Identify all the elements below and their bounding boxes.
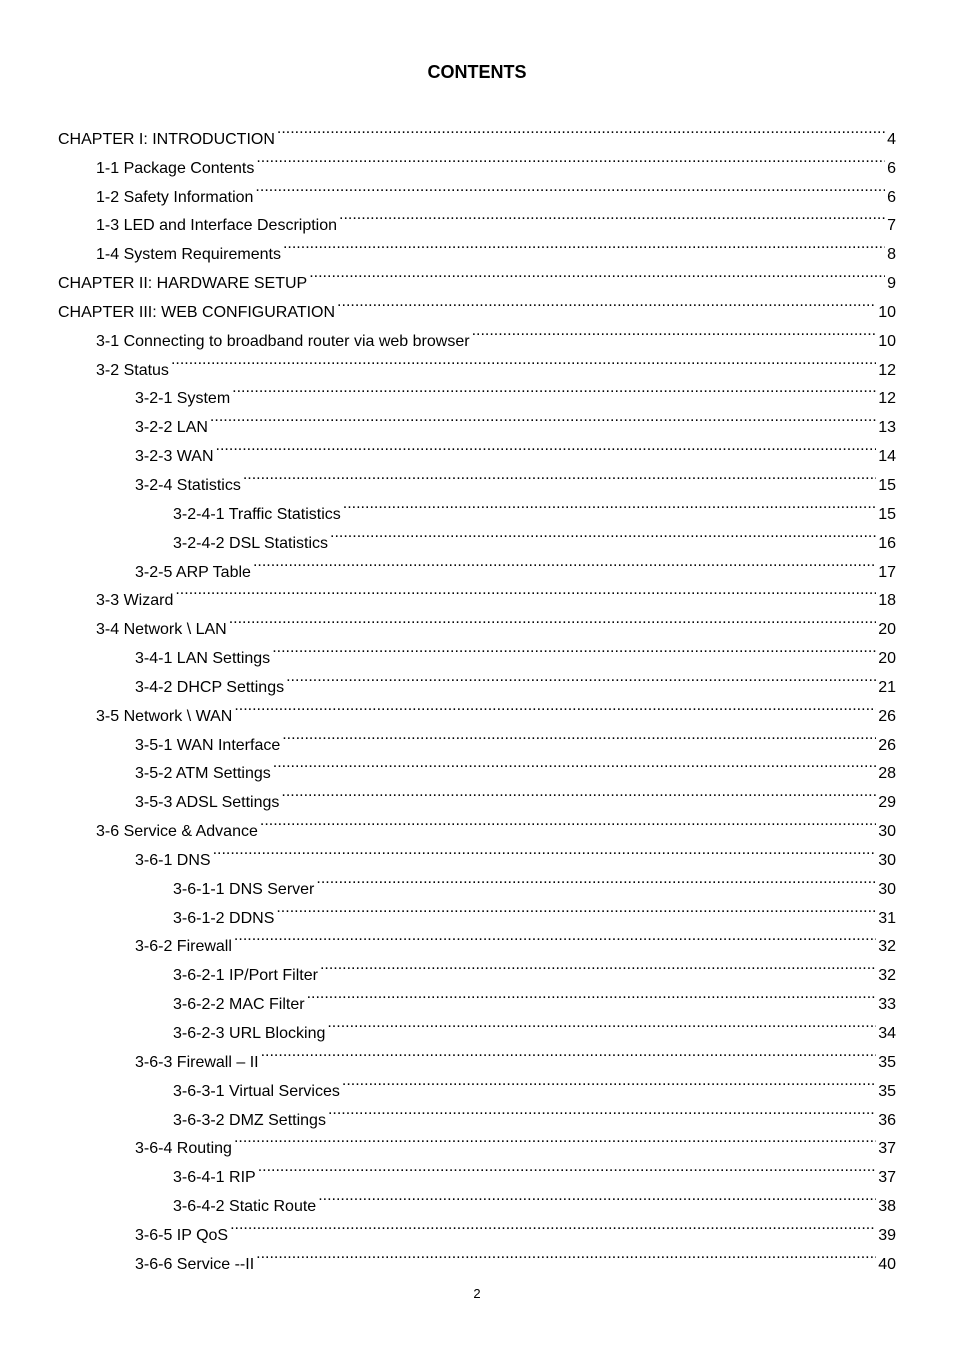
toc-entry-label: 3-6-1-1 DNS Server <box>173 880 315 898</box>
toc-entry-page: 32 <box>878 938 896 956</box>
toc-dot-leader <box>272 634 876 663</box>
toc-entry[interactable] <box>58 346 896 379</box>
toc-dot-leader <box>175 577 876 606</box>
toc-entry-label: 3-2-1 System <box>135 390 231 408</box>
toc-dot-leader <box>327 1009 876 1038</box>
toc-entry-page: 30 <box>878 851 896 869</box>
toc-entry-page: 20 <box>878 621 896 639</box>
toc-entry-label: 3-6-3-1 Virtual Services <box>173 1082 340 1100</box>
toc-entry-page: 12 <box>878 361 896 379</box>
toc-entry-label: 3-4-2 DHCP Settings <box>135 678 285 696</box>
toc-entry-label: 3-6-2-2 MAC Filter <box>173 996 305 1014</box>
toc-entry-page: 34 <box>878 1025 896 1042</box>
toc-dot-leader <box>256 1240 876 1269</box>
toc-dot-leader <box>261 1038 877 1067</box>
toc-entry-label: 1-4 System Requirements <box>96 246 281 264</box>
toc-entry-page: 37 <box>878 1140 896 1158</box>
toc-dot-leader <box>307 980 877 1009</box>
toc-dot-leader <box>286 663 876 692</box>
toc-dot-leader <box>282 721 876 750</box>
toc-entry[interactable] <box>58 605 896 639</box>
toc-dot-leader <box>472 317 877 346</box>
toc-entry-label: 3-4 Network \ LAN <box>96 621 227 639</box>
toc-dot-leader <box>328 1096 876 1125</box>
toc-entry-label: 1-2 Safety Information <box>96 188 254 206</box>
toc-entry-label: 3-6-3 Firewall – II <box>135 1053 259 1071</box>
toc-dot-leader <box>283 230 885 259</box>
toc-entry-page: 36 <box>878 1111 896 1129</box>
toc-entry-page: 37 <box>878 1169 896 1187</box>
toc-entry-label: 3-6-4-1 RIP <box>173 1169 256 1187</box>
toc-entry-page: 31 <box>878 909 896 927</box>
toc-entry-label: 3-5-1 WAN Interface <box>135 736 281 754</box>
toc-entry-label: 3-5 Network \ WAN <box>96 707 233 725</box>
toc-entry-page: 26 <box>878 707 896 725</box>
toc-dot-leader <box>210 403 876 432</box>
toc-dot-leader <box>232 375 876 404</box>
toc-entry-page: 13 <box>878 419 896 437</box>
toc-entry-label: 3-2-4-2 DSL Statistics <box>173 534 329 552</box>
toc-entry-page: 40 <box>878 1255 896 1273</box>
toc-entry-page: 8 <box>887 246 896 264</box>
toc-entry-label: 3-6-4 Routing <box>135 1140 232 1158</box>
toc-entry-page: 6 <box>887 188 896 206</box>
toc-entry-page: 16 <box>878 534 896 552</box>
toc-entry-label: 3-6-1 DNS <box>135 851 211 869</box>
toc-entry-label: 3-2-4-1 Traffic Statistics <box>173 505 341 523</box>
toc-entry-label: 3-5-2 ATM Settings <box>135 765 271 783</box>
toc-dot-leader <box>309 259 885 288</box>
toc-entry-label: 1-1 Package Contents <box>96 159 255 177</box>
toc-entry-page: 35 <box>878 1082 896 1100</box>
toc-entry-page: 30 <box>878 880 896 898</box>
toc-entry-page: 4 <box>887 130 896 148</box>
toc-entry-page: 28 <box>878 765 896 783</box>
toc-entry-label: CHAPTER II: HARDWARE SETUP <box>58 275 308 293</box>
toc-entry-label: 3-6-3-2 DMZ Settings <box>173 1111 326 1129</box>
toc-dot-leader <box>256 144 885 173</box>
toc-entry-label: CHAPTER III: WEB CONFIGURATION <box>58 303 336 321</box>
toc-entry-label: 3-6-2-1 IP/Port Filter <box>173 967 318 985</box>
toc-dot-leader <box>243 461 876 490</box>
toc-dot-leader <box>229 605 876 634</box>
toc-dot-leader <box>330 519 876 548</box>
toc-entry-page: 6 <box>887 159 896 177</box>
toc-entry-label: 3-6-1-2 DDNS <box>173 909 275 927</box>
toc-dot-leader <box>234 1125 876 1154</box>
toc-dot-leader <box>234 692 876 721</box>
toc-dot-leader <box>337 288 876 317</box>
toc-dot-leader <box>171 346 876 375</box>
page-number: 2 <box>473 1286 481 1301</box>
toc-dot-leader <box>343 490 876 519</box>
toc-entry-page: 38 <box>878 1198 896 1216</box>
toc-entry-page: 26 <box>878 736 896 754</box>
toc-dot-leader <box>316 865 876 894</box>
toc-entry-page: 33 <box>878 996 896 1014</box>
toc-dot-leader <box>320 951 876 980</box>
toc-entry-label: 3-5-3 ADSL Settings <box>135 794 280 812</box>
toc-dot-leader <box>339 202 885 231</box>
toc-entry-page: 30 <box>878 823 896 841</box>
toc-entry[interactable] <box>58 375 896 408</box>
toc-dot-leader <box>216 432 877 461</box>
toc-entry-label: 3-2 Status <box>96 361 169 379</box>
toc-dot-leader <box>255 173 885 202</box>
toc-dot-leader <box>277 115 885 144</box>
toc-entry-page: 18 <box>878 592 896 610</box>
toc-entry[interactable] <box>58 115 896 148</box>
toc-entry-page: 15 <box>878 505 896 523</box>
toc-entry-label: CHAPTER I: INTRODUCTION <box>58 130 275 148</box>
toc-dot-leader <box>273 750 876 779</box>
toc-dot-leader <box>342 1067 876 1096</box>
toc-dot-leader <box>276 894 876 923</box>
toc-entry-label: 3-6-5 IP QoS <box>135 1226 229 1244</box>
toc-dot-leader <box>253 548 876 577</box>
toc-entry-page: 21 <box>878 678 896 696</box>
toc-entry-page: 14 <box>878 448 896 466</box>
toc-entry-label: 3-4-1 LAN Settings <box>135 650 271 668</box>
toc-dot-leader <box>318 1182 876 1211</box>
toc-dot-leader <box>281 778 876 807</box>
toc-entry-page: 9 <box>887 275 896 293</box>
toc-entry-label: 3-6-6 Service --II <box>135 1255 255 1273</box>
table-of-contents <box>58 115 896 1273</box>
toc-entry-label: 3-6 Service & Advance <box>96 823 258 841</box>
toc-entry[interactable] <box>58 577 896 610</box>
page-title: CONTENTS <box>427 62 527 82</box>
toc-entry-label: 3-2-2 LAN <box>135 419 208 437</box>
toc-dot-leader <box>234 923 876 952</box>
toc-entry-page: 17 <box>878 563 896 581</box>
toc-entry-page: 35 <box>878 1053 896 1071</box>
toc-dot-leader <box>260 807 876 836</box>
toc-entry-label: 3-2-3 WAN <box>135 448 214 466</box>
toc-entry-page: 20 <box>878 650 896 668</box>
toc-entry-page: 7 <box>887 217 896 235</box>
toc-entry-label: 3-3 Wizard <box>96 592 174 610</box>
toc-entry-label: 1-3 LED and Interface Description <box>96 217 338 235</box>
toc-entry-page: 10 <box>878 303 896 321</box>
toc-entry-page: 32 <box>878 967 896 985</box>
toc-entry-page: 29 <box>878 794 896 812</box>
toc-entry-page: 15 <box>878 476 896 494</box>
toc-entry-label: 3-2-4 Statistics <box>135 476 241 494</box>
toc-entry-page: 12 <box>878 390 896 408</box>
toc-entry-label: 3-2-5 ARP Table <box>135 563 251 581</box>
toc-dot-leader <box>213 836 877 865</box>
toc-entry-label: 3-6-4-2 Static Route <box>173 1198 317 1216</box>
toc-entry-label: 3-1 Connecting to broadband router via web browser <box>96 332 470 350</box>
toc-entry-page: 39 <box>878 1226 896 1244</box>
toc-entry-page: 10 <box>878 332 896 350</box>
toc-dot-leader <box>230 1211 876 1240</box>
toc-dot-leader <box>258 1153 877 1182</box>
toc-entry-label: 3-6-2 Firewall <box>135 938 232 956</box>
toc-entry-label: 3-6-2-3 URL Blocking <box>173 1025 326 1042</box>
